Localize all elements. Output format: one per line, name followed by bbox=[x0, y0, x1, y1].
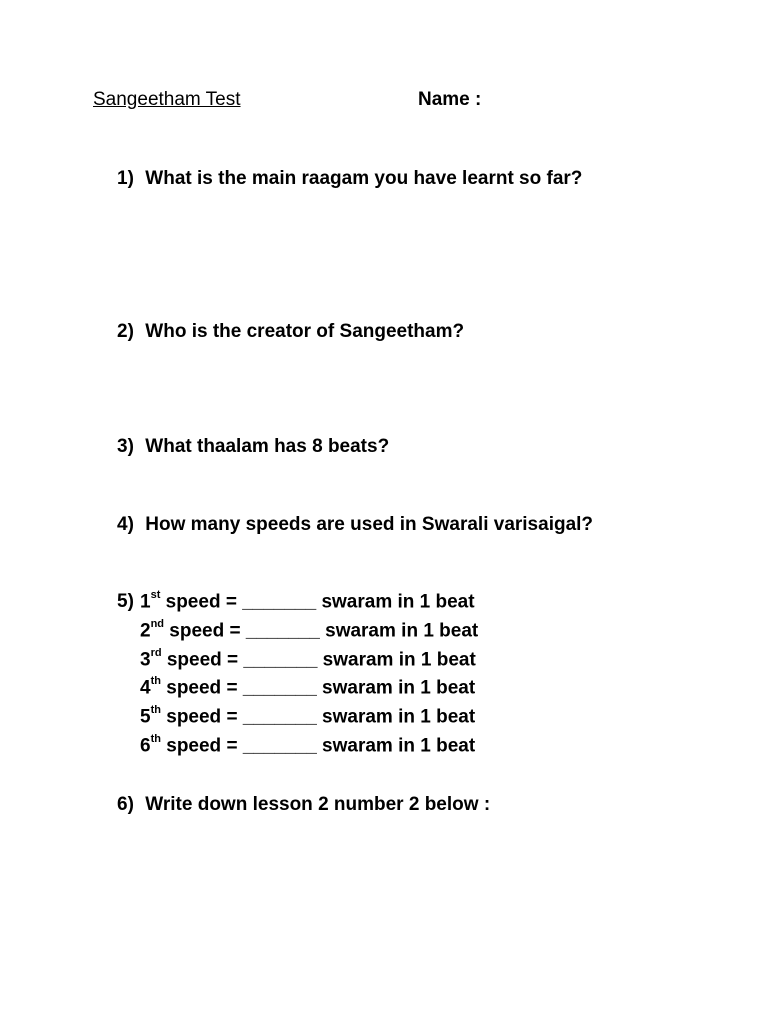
speed-suffix: st bbox=[150, 589, 161, 601]
speed-label: speed = _______ swaram in 1 beat bbox=[160, 591, 475, 613]
speed-number: 6 bbox=[140, 735, 151, 757]
question-number: 4) bbox=[117, 514, 134, 535]
speed-row-5 bbox=[140, 706, 475, 728]
speed-number: 1 bbox=[140, 591, 151, 613]
speed-label: speed = _______ swaram in 1 beat bbox=[164, 620, 479, 642]
speed-label: speed = _______ swaram in 1 beat bbox=[161, 649, 476, 671]
question-2 bbox=[117, 321, 464, 343]
speed-label: speed = _______ swaram in 1 beat bbox=[160, 677, 476, 699]
question-text: Write down lesson 2 number 2 below : bbox=[145, 794, 491, 815]
speed-number: 5 bbox=[140, 706, 151, 728]
speed-row-1 bbox=[117, 591, 475, 613]
question-number: 1) bbox=[117, 168, 134, 189]
speed-suffix: nd bbox=[150, 618, 165, 630]
speed-row-2 bbox=[140, 620, 478, 642]
speed-number: 4 bbox=[140, 677, 151, 699]
question-1 bbox=[117, 168, 582, 190]
question-number: 3) bbox=[117, 436, 134, 457]
speed-suffix: th bbox=[150, 733, 161, 745]
question-text: How many speeds are used in Swarali varisaigal? bbox=[145, 514, 594, 535]
speed-label: speed = _______ swaram in 1 beat bbox=[160, 735, 476, 757]
question-number: 2) bbox=[117, 321, 134, 342]
speed-suffix: th bbox=[150, 675, 161, 687]
speed-row-3 bbox=[140, 649, 476, 671]
speed-suffix: rd bbox=[150, 647, 162, 659]
question-3 bbox=[117, 436, 389, 458]
speed-number: 2 bbox=[140, 620, 151, 642]
name-label: Name : bbox=[418, 89, 482, 110]
speed-row-6 bbox=[140, 735, 475, 757]
speed-row-4 bbox=[140, 677, 475, 699]
question-number: 5) bbox=[117, 591, 134, 613]
question-text: Who is the creator of Sangeetham? bbox=[145, 321, 465, 342]
speed-label: speed = _______ swaram in 1 beat bbox=[160, 706, 476, 728]
speed-suffix: th bbox=[150, 704, 161, 716]
question-6 bbox=[117, 794, 490, 816]
question-number: 6) bbox=[117, 794, 134, 815]
question-text: What thaalam has 8 beats? bbox=[145, 436, 390, 457]
page-title: Sangeetham Test bbox=[93, 89, 241, 110]
question-text: What is the main raagam you have learnt so far? bbox=[145, 168, 583, 189]
speed-number: 3 bbox=[140, 649, 151, 671]
question-4 bbox=[117, 514, 593, 536]
